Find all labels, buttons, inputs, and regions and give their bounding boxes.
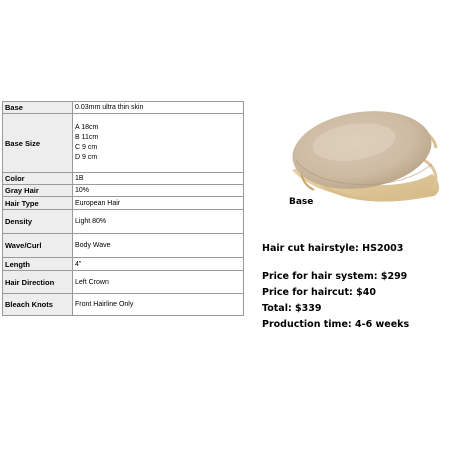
spec-row-length bbox=[3, 258, 244, 271]
total-text: Total: $339 bbox=[262, 303, 322, 314]
spec-label: Length bbox=[3, 258, 73, 271]
production-time-text: Production time: 4-6 weeks bbox=[262, 319, 410, 330]
spec-value: 1B bbox=[73, 173, 244, 185]
spec-label: Hair Type bbox=[3, 197, 73, 210]
spec-value: Body Wave bbox=[73, 234, 244, 258]
base-size-d: D 9 cm bbox=[75, 154, 98, 161]
base-size-c: C 9 cm bbox=[75, 144, 98, 151]
spec-row-wave-curl bbox=[3, 234, 244, 258]
price-system-text: Price for hair system: $299 bbox=[262, 271, 408, 282]
spec-value: Front Hairline Only bbox=[73, 294, 244, 316]
spec-row-gray-hair bbox=[3, 185, 244, 197]
spec-value: Left Crown bbox=[73, 271, 244, 294]
spec-value: 10% bbox=[73, 185, 244, 197]
spec-label: Color bbox=[3, 173, 73, 185]
spec-row-base bbox=[3, 102, 244, 114]
spec-label: Wave/Curl bbox=[3, 234, 73, 258]
spec-label: Bleach Knots bbox=[3, 294, 73, 316]
spec-value: Light 80% bbox=[73, 210, 244, 234]
spec-value: 0.03mm ultra thin skin bbox=[73, 102, 244, 114]
price-haircut-text: Price for haircut: $40 bbox=[262, 287, 376, 298]
spec-row-base-size bbox=[3, 114, 244, 173]
hairstyle-text: Hair cut hairstyle: HS2003 bbox=[262, 243, 404, 254]
spec-row-hair-direction bbox=[3, 271, 244, 294]
spec-label: Base bbox=[3, 102, 73, 114]
spec-label: Density bbox=[3, 210, 73, 234]
base-size-a: A 18cm bbox=[75, 124, 99, 131]
spec-table bbox=[2, 101, 244, 316]
spec-row-hair-type bbox=[3, 197, 244, 210]
spec-row-bleach-knots bbox=[3, 294, 244, 316]
hair-system-image bbox=[284, 100, 444, 210]
spec-label: Gray Hair bbox=[3, 185, 73, 197]
spec-label: Hair Direction bbox=[3, 271, 73, 294]
image-caption: Base bbox=[289, 197, 314, 207]
spec-label: Base Size bbox=[3, 114, 73, 173]
spec-row-density bbox=[3, 210, 244, 234]
spec-row-color bbox=[3, 173, 244, 185]
spec-value: 4" bbox=[73, 258, 244, 271]
spec-value bbox=[73, 114, 244, 173]
base-size-b: B 11cm bbox=[75, 134, 99, 141]
spec-value: European Hair bbox=[73, 197, 244, 210]
